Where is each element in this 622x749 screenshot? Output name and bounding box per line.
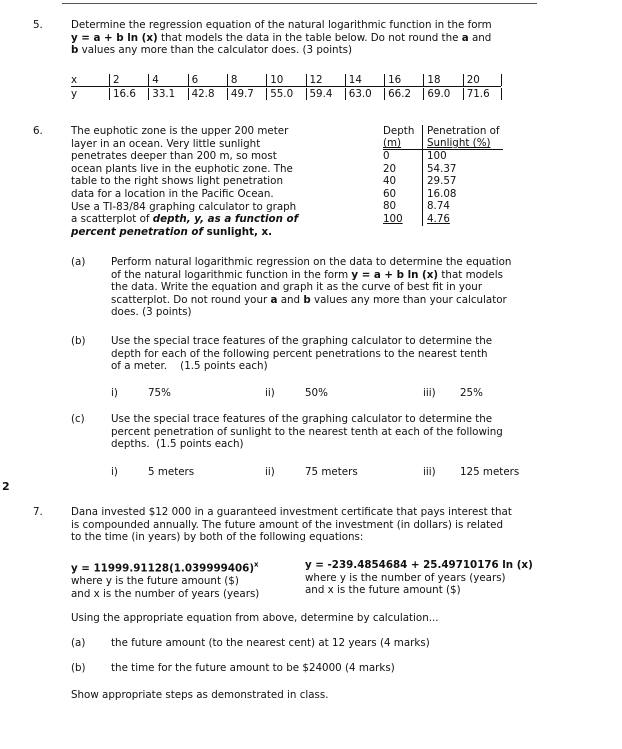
q5-x-cell: 18: [423, 74, 440, 86]
q7b-label: (b): [71, 662, 86, 674]
q5-y-end-rule: [501, 88, 502, 100]
q6c-label: (c): [71, 413, 85, 425]
q6b-opt-ii: ii): [265, 387, 275, 399]
q5-y-cell: 59.4: [306, 88, 333, 100]
q5-line1: Determine the regression equation of the natural logarithmic function in the form: [71, 19, 492, 31]
q7-using: Using the appropriate equation from above, determine by calculation...: [71, 612, 439, 624]
q5-x-cell: 8: [227, 74, 238, 86]
q5-y-cell: 42.8: [188, 88, 215, 100]
q6c-opt-i: i): [111, 466, 118, 478]
q7a-text: the future amount (to the nearest cent) at 12 years (4 marks): [111, 637, 430, 649]
q5-x-label: x: [71, 74, 78, 86]
q5-y-cell: 66.2: [384, 88, 411, 100]
q5-x-end-rule: [501, 74, 502, 86]
q6b-opt-i-value: 75%: [148, 387, 171, 399]
q6b-opt-iii: iii): [423, 387, 436, 399]
q6-depth-cell: 0: [383, 150, 390, 162]
q6c-opt-ii-value: 75 meters: [305, 466, 358, 478]
q5-y-cell: 33.1: [148, 88, 175, 100]
q7-show-steps: Show appropriate steps as demonstrated in class.: [71, 689, 329, 701]
q6-penetration-cell: 4.76: [422, 213, 450, 226]
q5-y-label: y: [71, 88, 78, 100]
q5-equation: y = a + b ln (x): [71, 32, 158, 44]
q6-penetration-cell: 16.08: [422, 188, 456, 201]
q6-paragraph-line: Use a TI-83/84 graphing calculator to graph: [71, 200, 297, 213]
q6-paragraph: The euphotic zone is the upper 200 meter layer in an ocean. Very little sunlight penetrates deeper than 200 m, so most ocean plants live in the euphotic zone. The table to the right shows light penetration data for a location in the Pacific Ocean. Use a TI-83/84 graphing calculator to graph a scatterplot of depth, y, as a function of percent penetration of sunlight, x.: [71, 125, 371, 238]
q6b-opt-i: i): [111, 387, 118, 399]
q5-x-cell: 2: [109, 74, 120, 86]
q7-number: 7.: [33, 506, 43, 518]
q6b-text: Use the special trace features of the graphing calculator to determine the depth for each of the following percent penetrations to the nearest tenth of a meter. (1.5 points each): [111, 335, 493, 373]
q7-equation-2: y = -239.4854684 + 25.49710176 ln (x) where y is the number of years (years) and x is the future amount ($): [305, 559, 533, 597]
q5-x-row: [71, 74, 501, 87]
q6b-label: (b): [71, 335, 86, 347]
q6-paragraph-line: ocean plants live in the euphotic zone. The: [71, 162, 293, 175]
q6-paragraph-line: The euphotic zone is the upper 200 meter: [71, 125, 289, 137]
q5-x-cell: 12: [306, 74, 323, 86]
q6c-text: Use the special trace features of the graphing calculator to determine the percent penetration of sunlight to the nearest tenth at each of the following depths. (1.5 points each): [111, 413, 503, 451]
q5-line3: b values any more than the calculator does. (3 points): [71, 44, 353, 56]
q6-penetration-cell: 100: [422, 150, 447, 163]
q7-intro: Dana invested $12 000 in a guaranteed investment certificate that pays interest that is compounded annually. The future amount of the investment (in dollars) is related to the time (in years) by both of the following equations:: [71, 506, 512, 544]
q5-y-cell: 69.0: [423, 88, 450, 100]
q6c-opt-iii-value: 125 meters: [460, 466, 520, 478]
side-page-number: 2: [2, 480, 10, 493]
q7b-text: the time for the future amount to be $24000 (4 marks): [111, 662, 395, 674]
q6b-opt-ii-value: 50%: [305, 387, 328, 399]
q6c-opt-i-value: 5 meters: [148, 466, 195, 478]
q6-penetration-header: Penetration of: [427, 125, 500, 137]
q6-depth-cell: 100: [383, 213, 403, 225]
q5-y-cell: 55.0: [266, 88, 293, 100]
q6a-text: Perform natural logarithmic regression on the data to determine the equation of the natural logarithmic function in the form y = a + b ln (x) that models the data. Write the equation and graph it as the curve of best fit in your scatterplot. Do not round your a and b values any more than your calculator does. (3 points): [111, 256, 512, 319]
q6-paragraph-line: data for a location in the Pacific Ocean.: [71, 187, 274, 200]
q5-x-cell: 6: [188, 74, 199, 86]
q6b-opt-iii-value: 25%: [460, 387, 483, 399]
q6-depth-cell: 80: [383, 200, 397, 213]
q6-depth-cell: 60: [383, 187, 397, 200]
q6-penetration-cell: 54.37: [422, 163, 456, 176]
q6-paragraph-line: penetrates deeper than 200 m, so most: [71, 150, 277, 163]
q6-paragraph-line: layer in an ocean. Very little sunlight: [71, 137, 261, 150]
q6-penetration-cell: 8.74: [422, 200, 450, 213]
q7-equation-1: $y = 11999.91128(1.039999406)^x$ where y is the future amount ($) and x is the number of years (years): [71, 561, 260, 600]
header-rule: [62, 0, 537, 4]
q5-y-cell: 71.6: [463, 88, 490, 100]
q6a-label: (a): [71, 256, 86, 268]
q5-line2: y = a + b ln (x) that models the data in the table below. Do not round the a and: [71, 32, 492, 44]
q6-penetration-cell: 29.57: [422, 175, 456, 188]
q5-x-cell: 10: [266, 74, 283, 86]
q5-x-cell: 14: [345, 74, 362, 86]
q5-number: 5.: [33, 19, 43, 31]
q6-number: 6.: [33, 125, 43, 137]
q5-y-cell: 49.7: [227, 88, 254, 100]
q5-y-cell: 16.6: [109, 88, 136, 100]
q7a-label: (a): [71, 637, 86, 649]
q5-y-row: [71, 88, 501, 100]
q6c-opt-iii: iii): [423, 466, 436, 478]
q5-y-cell: 63.0: [345, 88, 372, 100]
q6-depth-cell: 20: [383, 162, 397, 175]
q6c-opt-ii: ii): [265, 466, 275, 478]
q5-x-cell: 16: [384, 74, 401, 86]
q6-paragraph-line: table to the right shows light penetration: [71, 175, 283, 188]
q5-x-cell: 20: [463, 74, 480, 86]
q6-depth-cell: 40: [383, 175, 397, 188]
q5-x-cell: 4: [148, 74, 159, 86]
q6-depth-header: Depth: [383, 125, 415, 137]
